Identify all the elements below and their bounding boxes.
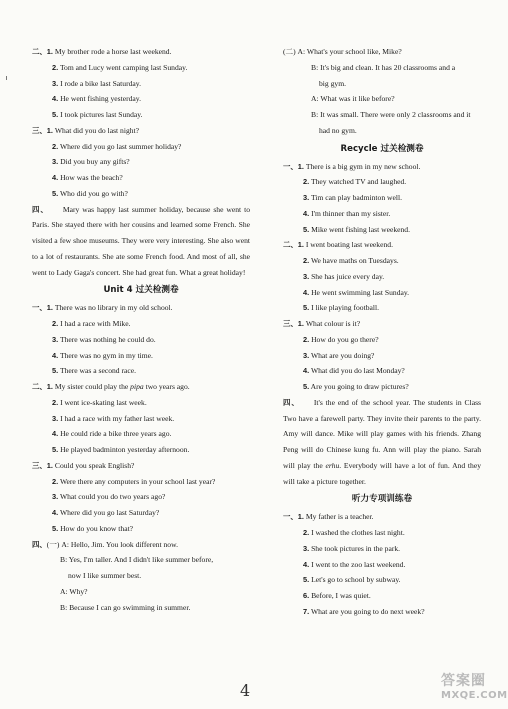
item-text: I like playing football. (311, 303, 379, 313)
item-text: What did you do last night? (54, 125, 140, 135)
item-number: 1. (297, 161, 304, 171)
list-item (32, 186, 250, 202)
list-item (32, 139, 250, 155)
list-item (32, 60, 250, 76)
list-item (283, 300, 481, 316)
list-item (283, 222, 481, 238)
list-item (283, 557, 481, 573)
list-item (32, 505, 250, 521)
item-number: 4. (52, 94, 59, 104)
list-item (32, 348, 250, 364)
item-number: 2. (52, 397, 59, 407)
item-text: I'm thinner than my sister. (311, 208, 391, 218)
right-passage: 四、 It's the end of the school year. The students in Class Two have a farewell party. They invite their parents to the party. Amy will dance. Mike will play games with his friends. Zhang Peng will do Chinese kung fu. Ann will play the piano. Sarah will play the erhu. Everybody will have a lot of fun. And they will take a picture together. (283, 397, 481, 486)
item-text: What could you do two years ago? (59, 492, 166, 502)
item-text: There is a big gym in my new school. (305, 161, 421, 171)
list-item (283, 509, 481, 525)
list-item (32, 91, 250, 107)
list-item (283, 316, 481, 332)
item-text: He went swimming last Sunday. (311, 287, 410, 297)
section-marker: 二、 (32, 382, 47, 391)
list-item (32, 300, 250, 316)
list-item (283, 572, 481, 588)
list-item (283, 363, 481, 379)
item-number: 3. (52, 492, 59, 502)
list-item (32, 600, 250, 616)
item-text: My brother rode a horse last weekend. (54, 47, 172, 56)
list-item (32, 442, 250, 458)
item-number: 2. (52, 62, 59, 72)
item-number: 1. (46, 47, 53, 56)
item-number: 1. (46, 303, 53, 313)
item-text: Who did you go with? (59, 188, 128, 198)
list-item (32, 584, 250, 600)
right-column (283, 44, 481, 620)
item-number: 1. (297, 319, 304, 328)
item-text: Before, I was quiet. (311, 591, 371, 600)
list-item (32, 426, 250, 442)
section-marker: 三、 (283, 319, 298, 328)
list-item (283, 190, 481, 206)
item-number: 2. (303, 334, 310, 344)
item-number: 4. (303, 559, 310, 569)
item-number: 5. (52, 188, 59, 198)
item-text: B: It was small. There were only 2 classrooms and it (311, 110, 471, 119)
list-item (32, 458, 250, 474)
item-number: 5. (52, 366, 59, 376)
item-text: My father is a teacher. (305, 512, 374, 522)
item-text: She has juice every day. (311, 271, 385, 281)
list-item (283, 525, 481, 541)
item-text: Let's go to school by subway. (311, 575, 401, 585)
item-text: Mike went fishing last weekend. (311, 224, 410, 234)
item-text: He played badminton yesterday afternoon. (60, 445, 190, 454)
item-number: 4. (303, 208, 310, 218)
item-text: How do you go there? (311, 334, 379, 344)
item-text: There was no gym in my time. (59, 350, 153, 360)
item-number: 3. (303, 543, 310, 553)
listening-items (283, 509, 481, 619)
item-text: He could ride a bike three years ago. (60, 429, 172, 439)
list-item (32, 332, 250, 348)
item-number: 3. (52, 334, 59, 344)
list-item (283, 541, 481, 557)
item-number: 4. (303, 366, 310, 376)
watermark-line1: 答案圈 (441, 673, 486, 689)
item-number: 7. (303, 606, 310, 616)
list-item (32, 363, 250, 379)
list-item (283, 269, 481, 285)
left-items (32, 44, 250, 202)
item-number: 1. (46, 382, 53, 391)
item-text: What are you doing? (310, 350, 375, 360)
item-text: How do you know that? (60, 523, 134, 533)
list-item (32, 489, 250, 505)
list-item (283, 332, 481, 348)
section-marker: 一、 (283, 161, 298, 171)
list-item (283, 60, 481, 76)
item-number: 2. (303, 528, 310, 537)
item-text: Tim can play badminton well. (310, 193, 402, 202)
item-number: 2. (52, 476, 59, 486)
right-top-items (283, 44, 481, 139)
list-item (283, 237, 481, 253)
item-text: Did you buy any gifts? (60, 157, 130, 167)
item-text: What are you going to do next week? (310, 606, 425, 616)
item-text: I went boating last weekend. (305, 240, 393, 250)
item-text: Where did you go last summer holiday? (59, 141, 182, 151)
margin-mark (6, 76, 7, 80)
item-text: Were there any computers in your school last year? (59, 476, 216, 486)
left-passage: 四、 Mary was happy last summer holiday, because she went to Paris. She stayed there with her cousins and learned some French. She visited a few shoe museums. They were very interesting. She also went to a lot of restaurants. She ate some French food. And most of all, she went to Lady Gaga's concert. She had great fun. What a great holiday! (32, 204, 250, 277)
list-item (32, 123, 250, 139)
item-text: Could you speak English? (54, 460, 135, 470)
item-number: 5. (52, 445, 59, 454)
list-item (283, 253, 481, 269)
list-item (32, 379, 250, 395)
list-item (32, 44, 250, 60)
item-text: Where did you go last Saturday? (59, 508, 160, 517)
unit4-items (32, 300, 250, 615)
list-item (32, 107, 250, 123)
item-text: Are you going to draw pictures? (310, 382, 409, 391)
item-text: B: It's big and clean. It has 20 classrooms and a (311, 62, 456, 72)
item-number: 2. (52, 141, 59, 151)
item-number: 5. (303, 224, 310, 234)
item-text: A: Why? (60, 586, 88, 596)
item-number: 1. (46, 125, 53, 135)
list-item (283, 206, 481, 222)
item-text: I had a race with my father last week. (60, 413, 175, 423)
list-item (32, 76, 250, 92)
item-text: I had a race with Mike. (60, 319, 131, 328)
item-text: A: What was it like before? (311, 94, 395, 104)
item-text: (一) A: Hello, Jim. You look different now. (46, 539, 178, 549)
item-text: I washed the clothes last night. (311, 528, 405, 537)
item-text: (二) A: What's your school like, Mike? (283, 47, 402, 56)
left-column (32, 44, 250, 615)
list-item (283, 123, 481, 139)
list-item (32, 552, 250, 568)
item-text: We have maths on Tuesdays. (310, 256, 399, 265)
list-item (32, 474, 250, 490)
list-item (32, 521, 250, 537)
section-marker: 二、 (283, 240, 298, 250)
item-text: Tom and Lucy went camping last Sunday. (59, 62, 188, 72)
list-item (32, 568, 250, 584)
item-text: How was the beach? (60, 173, 123, 182)
list-item (32, 395, 250, 411)
list-item (283, 174, 481, 190)
item-number: 3. (52, 157, 59, 167)
section-marker: 一、 (32, 303, 47, 313)
list-item (283, 91, 481, 107)
item-text: I went to the zoo last weekend. (311, 559, 406, 569)
item-text: B: Because I can go swimming in summer. (60, 602, 191, 612)
item-number: 4. (52, 508, 59, 517)
unit4-title: Unit 4 过关检测卷 (103, 285, 179, 296)
list-item (283, 44, 481, 60)
item-number: 4. (52, 173, 59, 182)
item-number: 4. (52, 429, 59, 439)
list-item (283, 588, 481, 604)
item-number: 6. (303, 591, 310, 600)
item-number: 4. (52, 350, 59, 360)
item-text: big gym. (319, 78, 347, 88)
section-marker: 一、 (283, 512, 298, 522)
item-text: She took pictures in the park. (311, 543, 401, 553)
list-item (32, 316, 250, 332)
list-item (283, 379, 481, 395)
section-marker: 四、 (32, 539, 47, 549)
list-item (32, 537, 250, 553)
recycle-items (283, 159, 481, 395)
item-number: 3. (303, 350, 310, 360)
section-marker: 三、 (32, 125, 47, 135)
item-number: 2. (303, 256, 310, 265)
item-text: My sister could play the pipa two years ago. (54, 382, 190, 391)
item-number: 4. (303, 287, 310, 297)
item-number: 2. (303, 177, 310, 187)
recycle-title: Recycle 过关检测卷 (340, 143, 424, 154)
item-number: 1. (46, 460, 53, 470)
item-text: I went ice-skating last week. (60, 397, 147, 407)
item-text: I took pictures last Sunday. (60, 110, 143, 119)
item-text: They watched TV and laughed. (310, 177, 407, 187)
item-number: 3. (303, 193, 310, 202)
item-number: 2. (52, 319, 59, 328)
list-item (32, 170, 250, 186)
page-number: 4 (240, 681, 251, 700)
item-text: He went fishing yesterday. (60, 94, 141, 104)
watermark-line2: MXQE.COM (441, 690, 508, 701)
list-item (283, 107, 481, 123)
list-item (283, 159, 481, 175)
list-item (283, 76, 481, 92)
item-number: 1. (297, 512, 304, 522)
item-text: I rode a bike last Saturday. (60, 78, 141, 88)
item-number: 5. (52, 110, 59, 119)
item-number: 5. (303, 575, 310, 585)
section-marker: 三、 (32, 460, 47, 470)
item-text: There was no library in my old school. (54, 303, 173, 313)
list-item (283, 348, 481, 364)
item-number: 5. (303, 303, 310, 313)
item-text: B: Yes, I'm taller. And I didn't like summer before, (60, 555, 214, 565)
list-item (32, 154, 250, 170)
item-number: 5. (52, 523, 59, 533)
item-number: 1. (297, 240, 304, 250)
item-number: 3. (52, 413, 59, 423)
item-text: There was a second race. (59, 366, 137, 376)
list-item (283, 604, 481, 620)
list-item (32, 411, 250, 427)
item-text: There was nothing he could do. (59, 334, 156, 344)
item-text: now I like summer best. (68, 571, 142, 580)
section-marker: 二、 (32, 47, 47, 56)
item-text: What colour is it? (305, 319, 361, 328)
item-number: 3. (303, 271, 310, 281)
item-number: 5. (303, 382, 310, 391)
item-text: had no gym. (319, 125, 357, 135)
item-text: What did you do last Monday? (310, 366, 405, 376)
item-number: 3. (52, 78, 59, 88)
watermark-logo (441, 670, 508, 704)
list-item (283, 285, 481, 301)
listening-title: 听力专项训练卷 (351, 494, 413, 505)
